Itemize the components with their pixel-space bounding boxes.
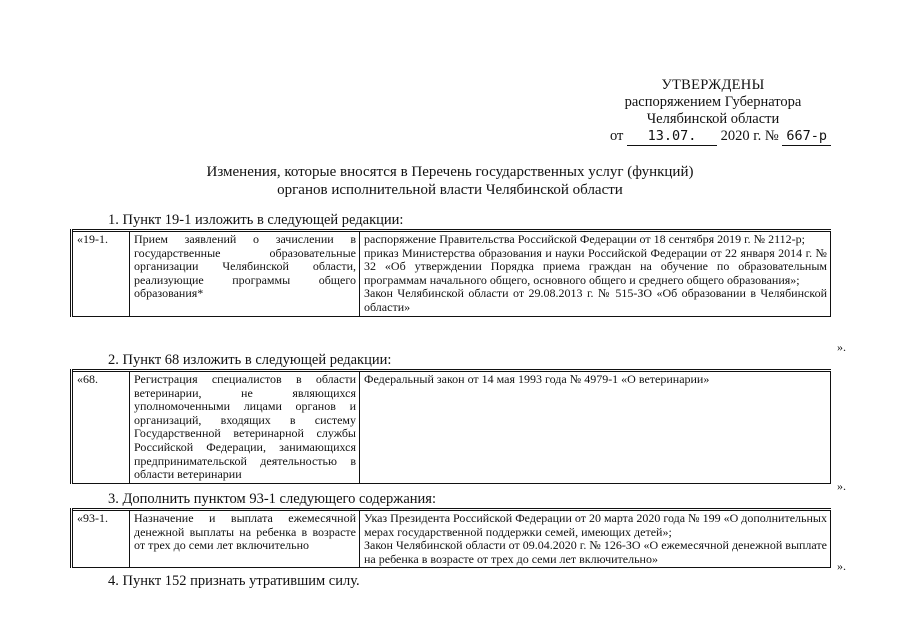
amendment-table-1 — [70, 229, 831, 317]
service-name: Прием заявлений о зачислении в государственные образовательные организации Челябинской области, реализующие программы общего образования* — [130, 231, 360, 317]
legal-acts — [360, 510, 831, 568]
closing-quote-3: ». — [837, 559, 846, 573]
approval-date-line — [598, 128, 828, 146]
legal-act: приказ Министерства образования и науки Российской Федерации от 22 января 2014 г. № 32 «Об утверждении Порядка приема граждан на обучение по образовательным программам начального общего, основного общего и среднего общего образования»; — [364, 245, 827, 287]
approval-title: УТВЕРЖДЕНЫ — [661, 77, 765, 93]
closing-quote-1: ». — [837, 340, 846, 354]
service-name: Назначение и выплата ежемесячной денежной выплаты на ребенка в возрасте от трех до семи лет включительно — [130, 510, 360, 568]
table-row — [72, 510, 831, 568]
row-number: «19-1. — [72, 231, 130, 317]
item-heading-3: 3. Дополнить пунктом 93-1 следующего содержания: — [108, 491, 436, 507]
legal-act: Федеральный закон от 14 мая 1993 года № 4979-1 «О ветеринарии» — [364, 372, 710, 386]
approval-line-1: распоряжением Губернатора — [624, 94, 802, 110]
closing-quote-2: ». — [837, 479, 846, 493]
row-number: «68. — [72, 371, 130, 484]
order-number: 667-р — [782, 128, 831, 146]
legal-acts — [360, 231, 831, 317]
legal-act: распоряжение Правительства Российской Федерации от 18 сентября 2019 г. № 2112-р; — [364, 232, 805, 246]
approval-line-2: Челябинской области — [646, 111, 780, 127]
date-value: 13.07. — [627, 128, 717, 146]
date-year: 2020 г. № — [720, 128, 779, 144]
legal-act: Закон Челябинской области от 29.08.2013 г. № 515-ЗО «Об образовании в Челябинской области» — [364, 286, 827, 314]
legal-act: Закон Челябинской области от 09.04.2020 г. № 126-ЗО «О ежемесячной денежной выплате на ребенка в возрасте от трех до семи лет включительно» — [364, 538, 827, 566]
document-title-line-2: органов исполнительной власти Челябинской области — [277, 182, 623, 198]
row-number: «93-1. — [72, 510, 130, 568]
table-row — [72, 231, 831, 317]
item-heading-2: 2. Пункт 68 изложить в следующей редакции: — [108, 352, 392, 368]
amendment-table-2 — [70, 369, 831, 484]
document-title-line-1: Изменения, которые вносятся в Перечень государственных услуг (функций) — [206, 164, 694, 180]
item-heading-1: 1. Пункт 19-1 изложить в следующей редакции: — [108, 212, 404, 228]
legal-act: Указ Президента Российской Федерации от 20 марта 2020 года № 199 «О дополнительных мерах государственной поддержки семей, имеющих детей»; — [364, 511, 827, 539]
item-heading-4: 4. Пункт 152 признать утратившим силу. — [108, 573, 360, 589]
table-row — [72, 371, 831, 484]
service-name: Регистрация специалистов в области ветеринарии, не являющихся уполномоченными лицами органов и организаций, входящих в систему Государственной ветеринарной службы Российской Федерации, занимающихся предпринимательской деятельностью в области ветеринарии — [130, 371, 360, 484]
date-prefix: от — [610, 128, 624, 144]
approval-block — [598, 77, 828, 146]
legal-acts — [360, 371, 831, 484]
amendment-table-3 — [70, 508, 831, 568]
document-title — [140, 163, 760, 199]
